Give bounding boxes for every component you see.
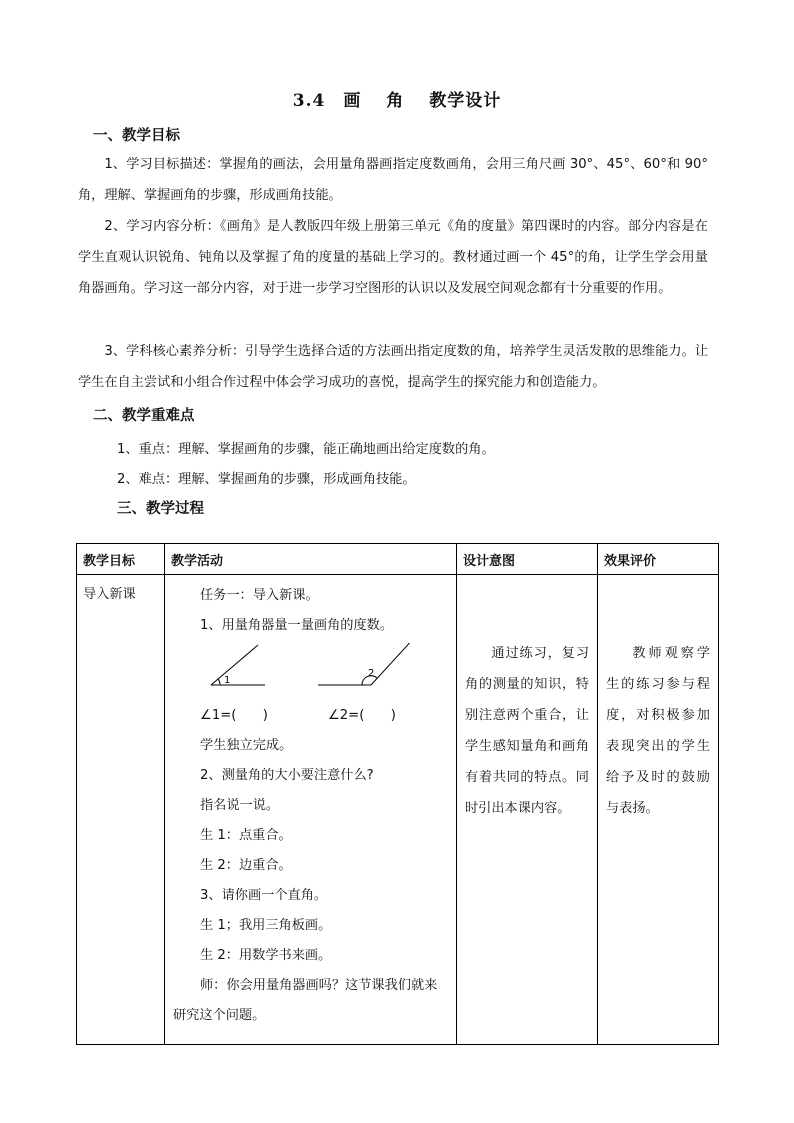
page-title: 3.4 画 角 教学设计 (292, 91, 502, 111)
activity-q3: 3、请你画一个直角。 (200, 888, 328, 903)
angle-2-label: 2 (368, 668, 375, 679)
section-heading-objectives: 一、教学目标 (93, 128, 180, 144)
header-evaluation: 效果评价 (598, 544, 719, 575)
goal-text: 导入新课 (83, 587, 136, 602)
evaluation-cell (598, 575, 719, 1045)
table-header-row (77, 544, 719, 575)
angle-figures (173, 641, 448, 701)
activity-line-6: 生 2：用数学书来画。 (200, 948, 332, 963)
angle-diagram (203, 643, 443, 699)
activity-line-1: 学生独立完成。 (200, 738, 293, 753)
angle-1-label: 1 (224, 675, 231, 686)
measure-line (173, 701, 448, 731)
header-goal: 教学目标 (77, 544, 165, 575)
measure-angle-2: ∠2=( ) (327, 708, 396, 723)
intent-text: 通过练习，复习角的测量的知识，特别注意两个重合，让学生感知量角和画角有着共同的特点。同时引出本课内容。 (465, 646, 589, 816)
activity-line-7: 师：你会用量角器画吗？这节课我们就来 (200, 978, 438, 993)
teaching-process-table (76, 543, 719, 1045)
header-activity: 教学活动 (165, 544, 457, 575)
activity-line-4: 生 2：边重合。 (200, 858, 292, 873)
activity-task: 任务一：导入新课。 (200, 588, 319, 603)
activity-line-2: 指名说一说。 (200, 798, 280, 813)
header-intent: 设计意图 (457, 544, 598, 575)
objective-paragraph-2: 2、学习内容分析：《画角》是人教版四年级上册第三单元《角的度量》第四课时的内容。部分内容是在学生直观认识锐角、钝角以及掌握了角的度量的基础上学习的。教材通过画一个 45°的角，让学生学会用量角器画角。学习这一部分内容，对于进一步学习空图形的认识以及发展空间观念都有十分重要的作用。 (78, 219, 708, 296)
activity-line-3: 生 1：点重合。 (200, 828, 292, 843)
goal-cell (77, 575, 165, 1045)
activity-line-5: 生 1；我用三角板画。 (200, 918, 332, 933)
table-row (77, 575, 719, 1045)
measure-angle-1: ∠1=( ) (200, 708, 268, 723)
section-heading-key-points: 二、教学重难点 (93, 408, 195, 424)
key-point-2: 2、难点：理解、掌握画角的步骤，形成画角技能。 (117, 472, 416, 487)
evaluation-text: 教师观察学生的练习参与程度，对积极参加表现突出的学生给予及时的鼓励与表扬。 (606, 646, 710, 816)
activity-q1: 1、用量角器量一量画角的度数。 (200, 618, 394, 633)
objective-paragraph-3: 3、学科核心素养分析：引导学生选择合适的方法画出指定度数的角，培养学生灵活发散的思维能力。让学生在自主尝试和小组合作过程中体会学习成功的喜悦，提高学生的探究能力和创造能力。 (78, 344, 708, 390)
intent-cell (457, 575, 598, 1045)
angle-1-figure (211, 645, 265, 686)
objective-paragraph-1: 1、学习目标描述：掌握角的画法，会用量角器画指定度数画角，会用三角尺画 30°、45°、60°和 90°角，理解、掌握画角的步骤，形成画角技能。 (78, 157, 708, 203)
angle-2-figure (318, 643, 415, 685)
activity-line-8: 研究这个问题。 (173, 1008, 266, 1023)
section-heading-process: 三、教学过程 (117, 501, 204, 517)
activity-cell (165, 575, 457, 1045)
activity-q2: 2、测量角的大小要注意什么? (200, 768, 374, 783)
key-point-1: 1、重点：理解、掌握画角的步骤，能正确地画出给定度数的角。 (117, 442, 495, 457)
